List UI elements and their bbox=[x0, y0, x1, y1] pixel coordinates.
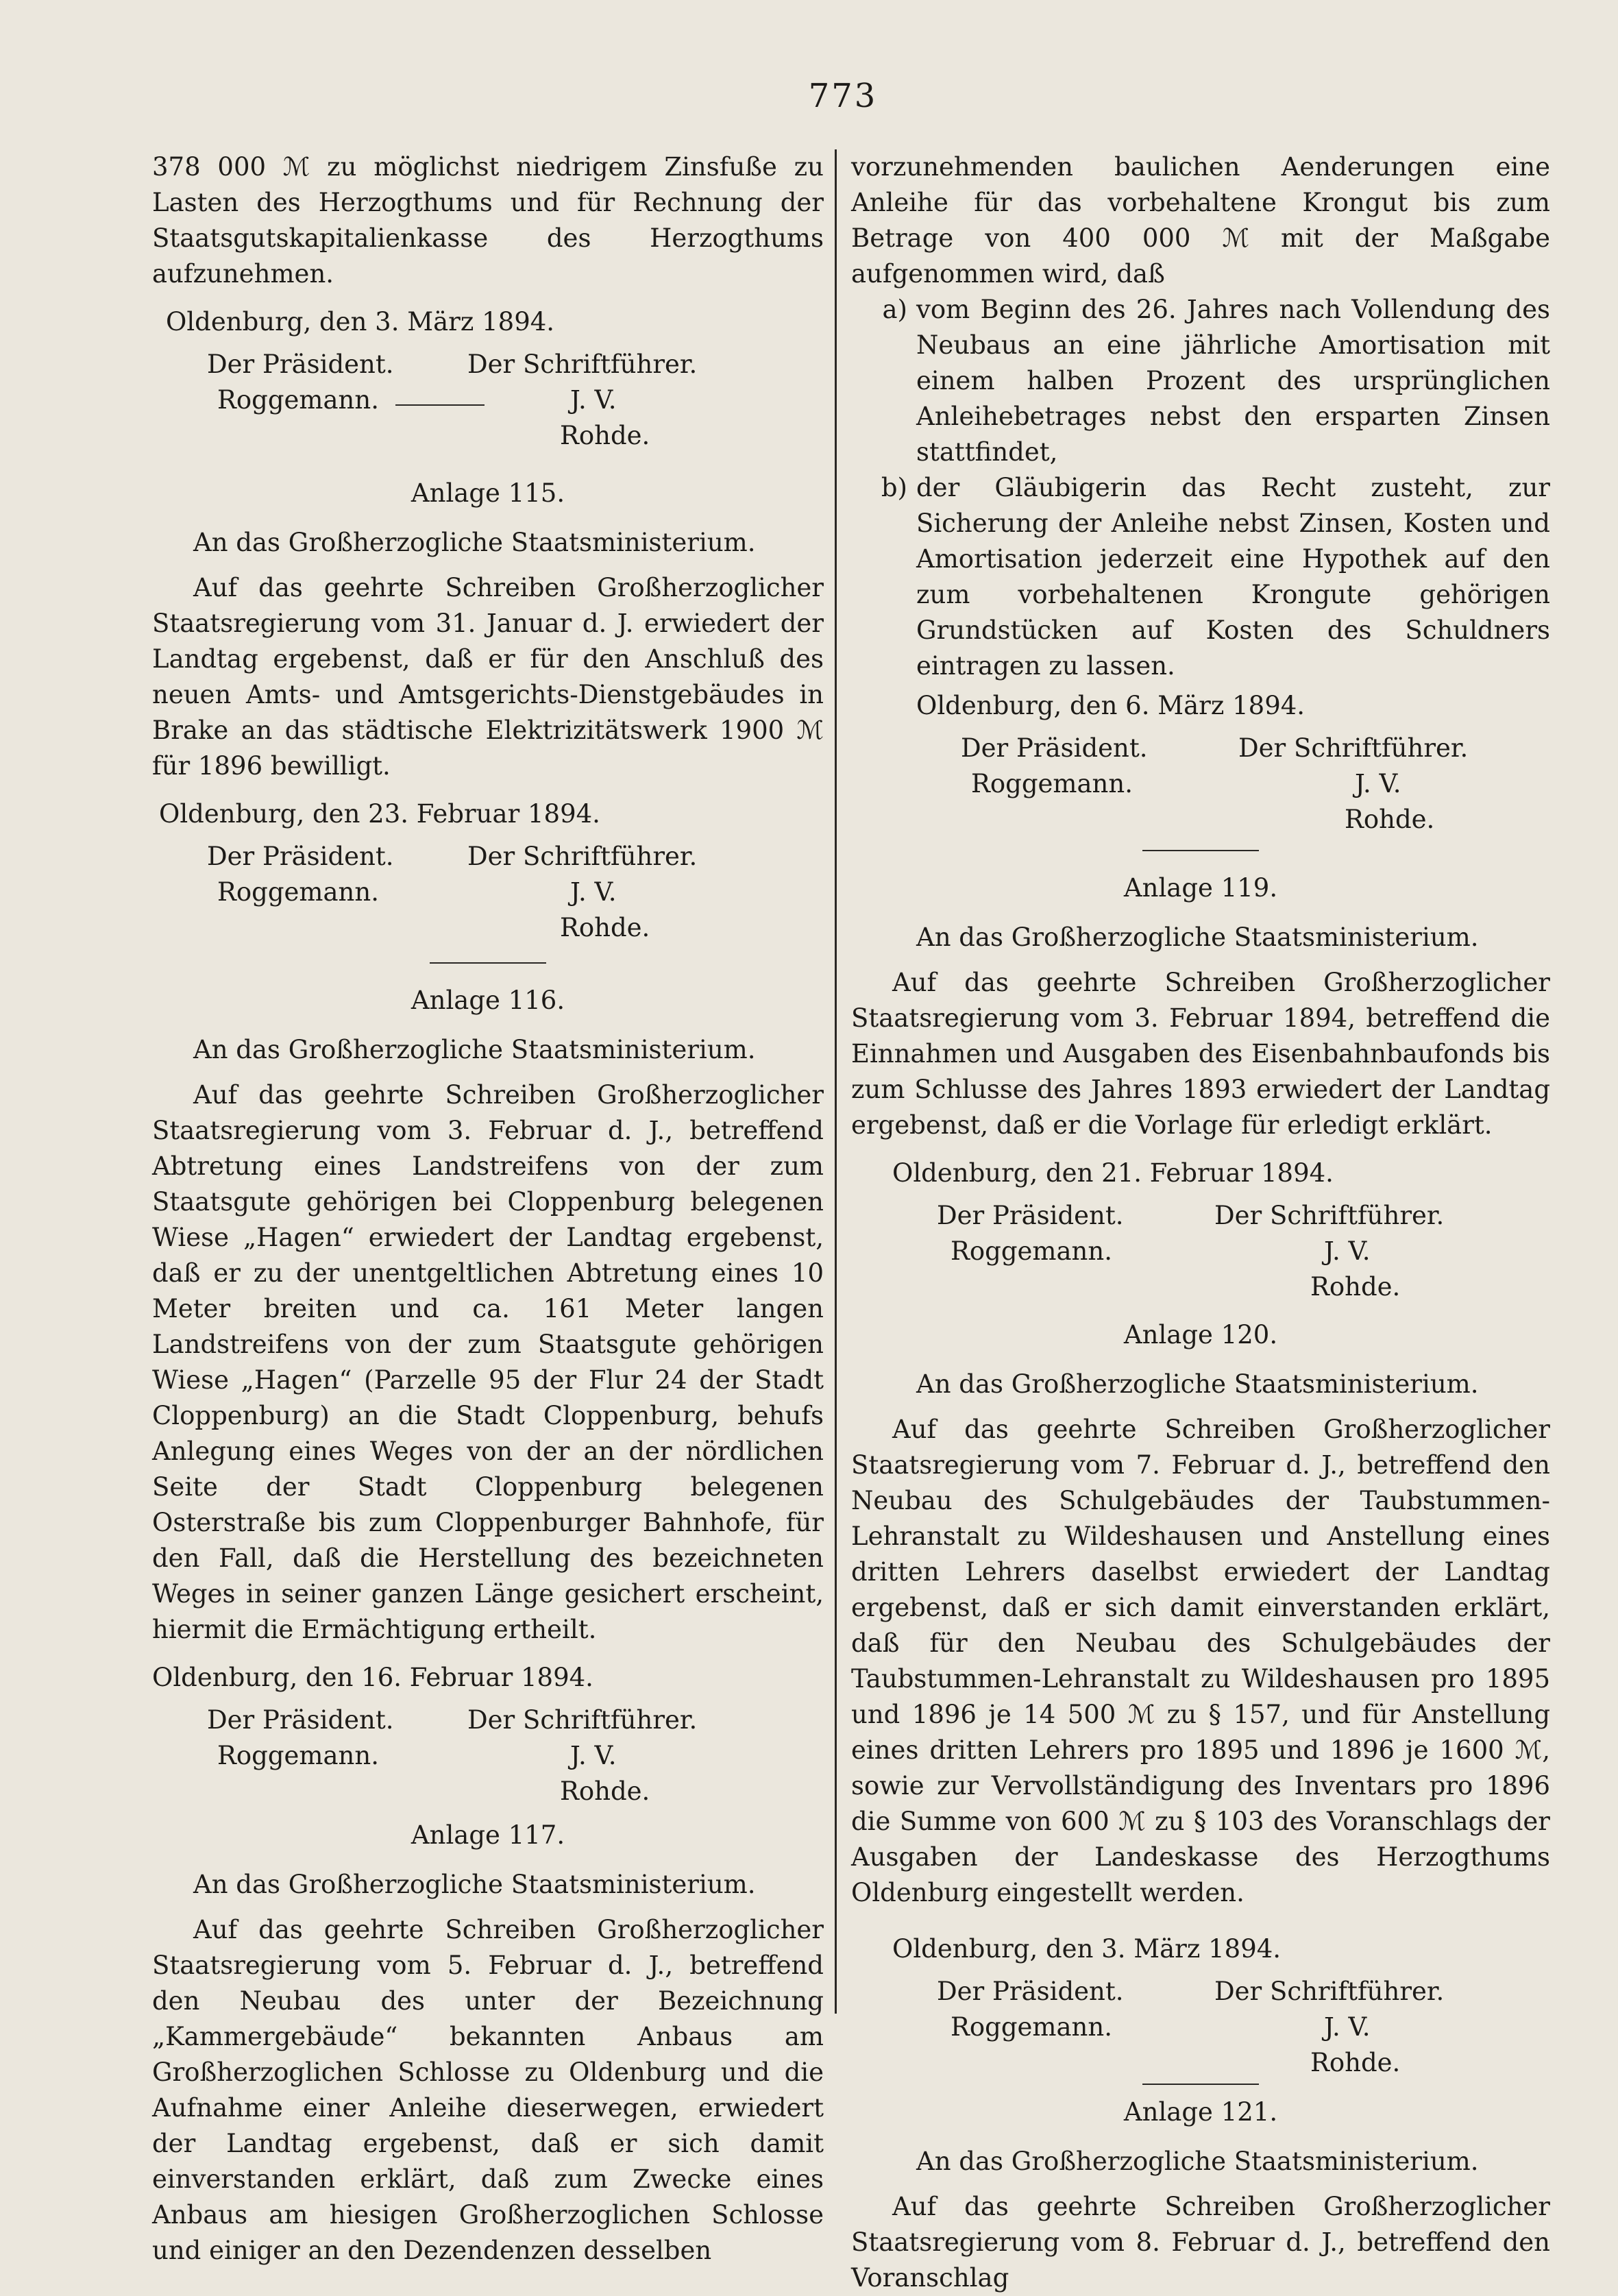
secretary-name: Rohde. bbox=[560, 913, 650, 942]
annex-body: Auf das geehrte Schreiben Großherzoglicher Staatsregierung vom 3. Februar d. J., betreffend Abtretung eines Landstreifens von der zum Staatsgute gehörigen bei Cloppenburg belegenen Wiese „Hagen“ erwiedert der Landtag ergebenst, daß er zu der unentgeltlichen Abtretung eines 10 Meter breiten und ca. 161 Meter langen Landstreifens von der zum Staatsgute gehörigen Wiese „Hagen“ (Parzelle 95 der Flur 24 der Stadt Cloppenburg) an die Stadt Cloppenburg, behufs Anlegung eines Weges von der an der nördlichen Seite der Stadt Cloppenburg belegenen Osterstraße bis zum Cloppenburger Bahnhofe, für den Fall, daß die Herstellung des bezeichneten Weges in seiner ganzen Länge gesichert erscheint, hiermit die Ermächtigung ertheilt. bbox=[152, 1080, 824, 1644]
president-name: Roggemann. bbox=[217, 1741, 379, 1770]
secretary-title: Der Schriftführer. bbox=[467, 1705, 698, 1735]
annex-heading: Anlage 115. bbox=[410, 478, 565, 508]
secretary-name: Rohde. bbox=[1310, 1272, 1401, 1302]
annex-body: Auf das geehrte Schreiben Großherzoglicher Staatsregierung vom 31. Januar d. J. erwiedert der Landtag ergebenst, daß er für den Anschluß des neuen Amts- und Amtsgerichts-Dienstgebäudes in Brake an das städtische Elektrizitätswerk 1900 ℳ für 1896 bewilligt. bbox=[152, 573, 824, 781]
annex-body: Auf das geehrte Schreiben Großherzoglicher Staatsregierung vom 7. Februar d. J., betreffend den Neubau des Schulgebäudes der Taubstummen-Lehranstalt zu Wildeshausen und Anstellung eines dritten Lehrers daselbst erwiedert der Landtag ergebenst, daß er sich damit einverstanden erklärt, daß für den Neubau des Schulgebäudes der Taubstummen-Lehranstalt zu Wildeshausen pro 1895 und 1896 je 14 500 ℳ zu § 157, und für Anstellung eines dritten Lehrers pro 1895 und 1896 je 1600 ℳ, sowie zur Vervollständigung des Inventars pro 1896 die Summe von 600 ℳ zu § 103 des Voranschlags der Ausgaben der Landeskasse des Herzogthums Oldenburg eingestellt werden. bbox=[851, 1415, 1550, 1907]
annex-heading: Anlage 120. bbox=[1123, 1320, 1278, 1349]
president-name: Roggemann. bbox=[971, 769, 1133, 798]
annex-body: Auf das geehrte Schreiben Großherzoglicher Staatsregierung vom 8. Februar d. J., betreffend den Voranschlag bbox=[851, 2192, 1550, 2293]
secretary-name: Rohde. bbox=[1310, 2048, 1401, 2077]
secretary-iv: J. V. bbox=[1324, 2012, 1371, 2042]
annex-body: Auf das geehrte Schreiben Großherzoglicher Staatsregierung vom 3. Februar 1894, betreffend die Einnahmen und Ausgaben des Eisenbahnbaufonds bis zum Schlusse des Jahres 1893 erwiedert der Landtag ergebenst, daß er die Vorlage für erledigt erklärt. bbox=[851, 968, 1550, 1140]
secretary-title: Der Schriftführer. bbox=[1238, 733, 1469, 763]
list-item-text: der Gläubigerin das Recht zusteht, zur Sicherung der Anleihe nebst Zinsen, Kosten und Amortisation jederzeit eine Hypothek auf den zum vorbehaltenen Krongute gehörigen Grundstücken auf Kosten des Schuldners eintragen zu lassen. bbox=[916, 473, 1550, 681]
secretary-title: Der Schriftführer. bbox=[467, 842, 698, 871]
addressee: An das Großherzogliche Staatsministerium. bbox=[916, 2147, 1479, 2176]
list-item-text: vom Beginn des 26. Jahres nach Vollendung des Neubaus an eine jährliche Amortisation mit einem halben Prozent des ursprünglichen Anleihebetrages nebst den ersparten Zinsen stattfindet, bbox=[916, 295, 1550, 467]
secretary-name: Rohde. bbox=[560, 421, 650, 450]
signature-block bbox=[152, 347, 824, 456]
president-title: Der Präsident. bbox=[961, 733, 1148, 763]
addressee: An das Großherzogliche Staatsministerium. bbox=[916, 923, 1479, 952]
president-name: Roggemann. bbox=[951, 1236, 1112, 1266]
signature-block bbox=[851, 1198, 1550, 1308]
continued-paragraph: 378 000 ℳ zu möglichst niedrigem Zinsfuße zu Lasten des Herzogthums und für Rechnung der Staatsgutskapitalienkasse des Herzogthums aufzunehmen. bbox=[152, 152, 824, 289]
section-rule bbox=[1142, 850, 1259, 851]
signature-block bbox=[851, 1974, 1550, 2084]
signature-date: Oldenburg, den 16. Februar 1894. bbox=[152, 1663, 593, 1692]
president-title: Der Präsident. bbox=[207, 842, 394, 871]
left-column bbox=[152, 149, 824, 2269]
annex-heading: Anlage 116. bbox=[410, 986, 565, 1015]
list-item bbox=[851, 292, 1550, 470]
section-rule bbox=[1142, 2084, 1259, 2085]
page-number: 773 bbox=[808, 77, 878, 115]
secretary-iv: J. V. bbox=[1324, 1236, 1371, 1266]
secretary-iv: J. V. bbox=[570, 1741, 617, 1770]
continued-paragraph: vorzunehmenden baulichen Aenderungen eine Anleihe für das vorbehaltene Krongut bis zum Betrage von 400 000 ℳ mit der Maßgabe aufgenommen wird, daß bbox=[851, 152, 1550, 289]
annex-heading: Anlage 119. bbox=[1123, 873, 1278, 903]
column-divider bbox=[835, 149, 837, 2014]
annex-body: Auf das geehrte Schreiben Großherzoglicher Staatsregierung vom 5. Februar d. J., betreffend den Neubau des unter der Bezeichnung „Kammergebäude“ bekannten Anbaus am Großherzoglichen Schlosse zu Oldenburg und die Aufnahme einer Anleihe dieserwegen, erwiedert der Landtag ergebenst, daß er sich damit einverstanden erklärt, daß zum Zwecke eines Anbaus am hiesigen Großherzoglichen Schlosse und einiger an den Dezendenzen desselben bbox=[152, 1915, 824, 2265]
president-title: Der Präsident. bbox=[937, 1977, 1124, 2006]
president-name: Roggemann. bbox=[951, 2012, 1112, 2042]
signature-date: Oldenburg, den 23. Februar 1894. bbox=[159, 799, 600, 829]
secretary-title: Der Schriftführer. bbox=[1214, 1201, 1445, 1230]
addressee: An das Großherzogliche Staatsministerium. bbox=[193, 1035, 756, 1064]
annex-heading: Anlage 117. bbox=[410, 1820, 565, 1850]
annex-heading: Anlage 121. bbox=[1123, 2097, 1278, 2127]
secretary-iv: J. V. bbox=[1355, 769, 1401, 798]
secretary-title: Der Schriftführer. bbox=[1214, 1977, 1445, 2006]
secretary-iv: J. V. bbox=[570, 385, 617, 415]
addressee: An das Großherzogliche Staatsministerium. bbox=[193, 1870, 756, 1899]
secretary-iv: J. V. bbox=[570, 877, 617, 907]
secretary-name: Rohde. bbox=[560, 1776, 650, 1806]
list-item-label: b) bbox=[881, 473, 907, 502]
signature-date: Oldenburg, den 21. Februar 1894. bbox=[892, 1158, 1334, 1188]
secretary-name: Rohde. bbox=[1345, 805, 1435, 834]
condition-list bbox=[851, 292, 1550, 684]
signature-block bbox=[152, 1702, 824, 1812]
list-item bbox=[851, 470, 1550, 684]
signature-date: Oldenburg, den 6. März 1894. bbox=[916, 691, 1306, 720]
signature-block bbox=[152, 839, 824, 949]
list-item-label: a) bbox=[882, 295, 907, 324]
signature-dash bbox=[395, 404, 485, 406]
president-title: Der Präsident. bbox=[937, 1201, 1124, 1230]
right-column bbox=[851, 149, 1550, 2296]
section-rule bbox=[430, 962, 546, 964]
signature-date: Oldenburg, den 3. März 1894. bbox=[166, 307, 555, 337]
signature-date: Oldenburg, den 3. März 1894. bbox=[892, 1934, 1282, 1964]
president-name: Roggemann. bbox=[217, 877, 379, 907]
president-name: Roggemann. bbox=[217, 385, 379, 415]
president-title: Der Präsident. bbox=[207, 350, 394, 379]
signature-block bbox=[851, 731, 1550, 840]
secretary-title: Der Schriftführer. bbox=[467, 350, 698, 379]
president-title: Der Präsident. bbox=[207, 1705, 394, 1735]
addressee: An das Großherzogliche Staatsministerium. bbox=[916, 1369, 1479, 1399]
addressee: An das Großherzogliche Staatsministerium. bbox=[193, 528, 756, 557]
